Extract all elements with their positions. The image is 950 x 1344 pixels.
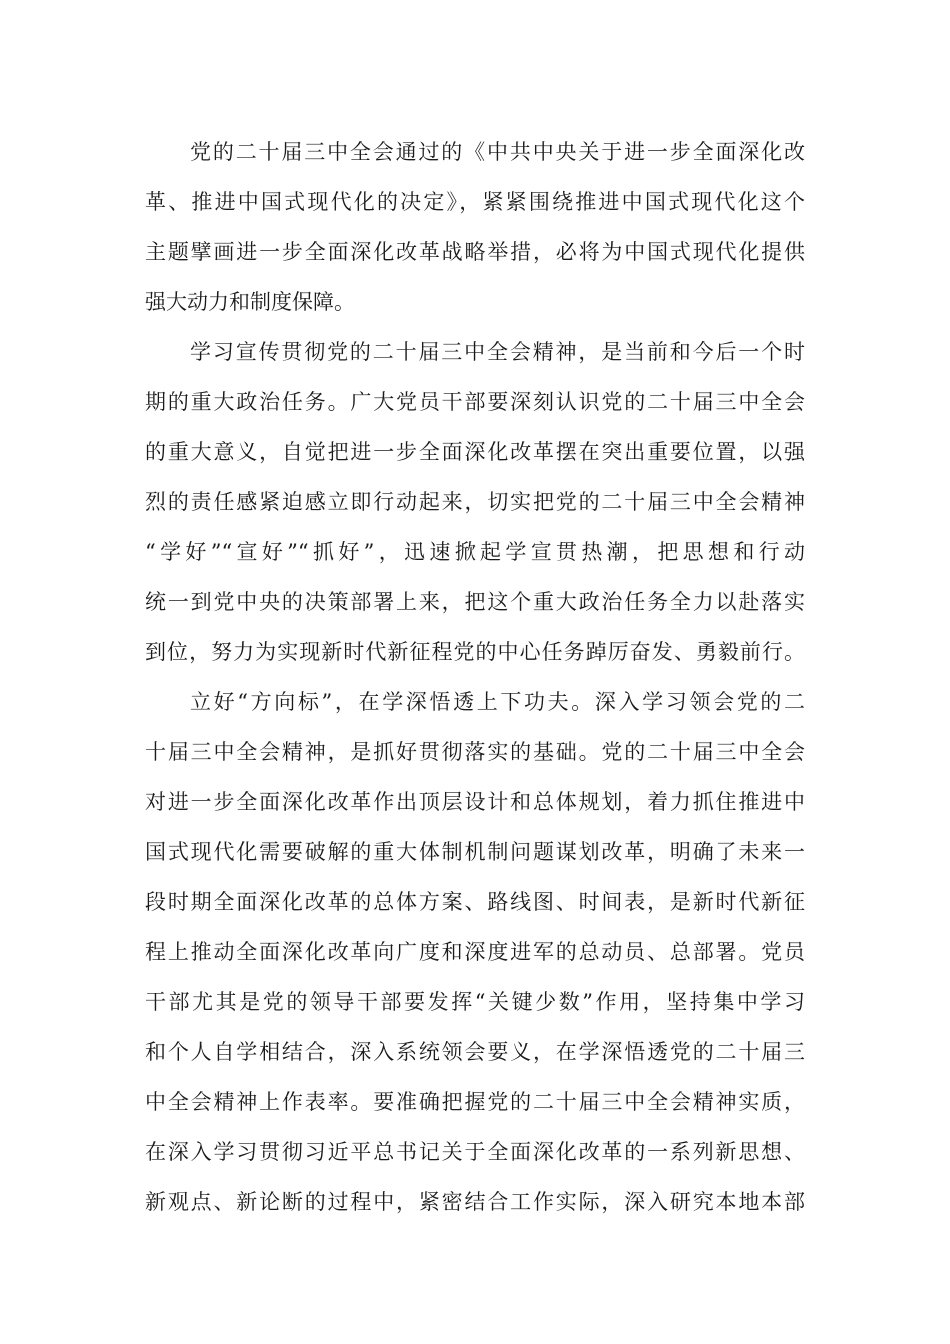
paragraph-2-line-4: 烈的责任感紧迫感立即行动起来，切实把党的二十届三中全会精神 (145, 490, 805, 514)
paragraph-2-line-5: “学好”“宣好”“抓好”，迅速掀起学宣贯热潮，把思想和行动 (145, 540, 805, 564)
paragraph-1-line-4: 强大动力和制度保障。 (145, 290, 355, 314)
paragraph-3-line-7: 干部尤其是党的领导干部要发挥“关键少数”作用，坚持集中学习 (145, 990, 805, 1014)
paragraph-1-line-3: 主题擘画进一步全面深化改革战略举措，必将为中国式现代化提供 (145, 240, 805, 264)
paragraph-3-line-2: 十届三中全会精神，是抓好贯彻落实的基础。党的二十届三中全会 (145, 740, 805, 764)
paragraph-2-line-1: 学习宣传贯彻党的二十届三中全会精神，是当前和今后一个时 (190, 340, 805, 364)
paragraph-2-line-6: 统一到党中央的决策部署上来，把这个重大政治任务全力以赴落实 (145, 590, 805, 614)
paragraph-2-line-7: 到位，努力为实现新时代新征程党的中心任务踔厉奋发、勇毅前行。 (145, 640, 805, 664)
paragraph-1-line-2: 革、推进中国式现代化的决定》，紧紧围绕推进中国式现代化这个 (145, 190, 805, 214)
paragraph-3-line-5: 段时期全面深化改革的总体方案、路线图、时间表，是新时代新征 (145, 890, 805, 914)
paragraph-3-line-3: 对进一步全面深化改革作出顶层设计和总体规划，着力抓住推进中 (145, 790, 805, 814)
paragraph-3-line-11: 新观点、新论断的过程中，紧密结合工作实际，深入研究本地本部 (145, 1190, 805, 1214)
paragraph-3-line-8: 和个人自学相结合，深入系统领会要义，在学深悟透党的二十届三 (145, 1040, 805, 1064)
paragraph-3-line-10: 在深入学习贯彻习近平总书记关于全面深化改革的一系列新思想、 (145, 1140, 805, 1164)
paragraph-1-line-1: 党的二十届三中全会通过的《中共中央关于进一步全面深化改 (190, 140, 805, 164)
paragraph-3-line-9: 中全会精神上作表率。要准确把握党的二十届三中全会精神实质， (145, 1090, 805, 1114)
paragraph-3-line-6: 程上推动全面深化改革向广度和深度进军的总动员、总部署。党员 (145, 940, 805, 964)
paragraph-2-line-3: 的重大意义，自觉把进一步全面深化改革摆在突出重要位置，以强 (145, 440, 805, 464)
paragraph-3-line-1: 立好“方向标”，在学深悟透上下功夫。深入学习领会党的二 (190, 690, 805, 714)
paragraph-2-line-2: 期的重大政治任务。广大党员干部要深刻认识党的二十届三中全会 (145, 390, 805, 414)
paragraph-3-line-4: 国式现代化需要破解的重大体制机制问题谋划改革，明确了未来一 (145, 840, 805, 864)
